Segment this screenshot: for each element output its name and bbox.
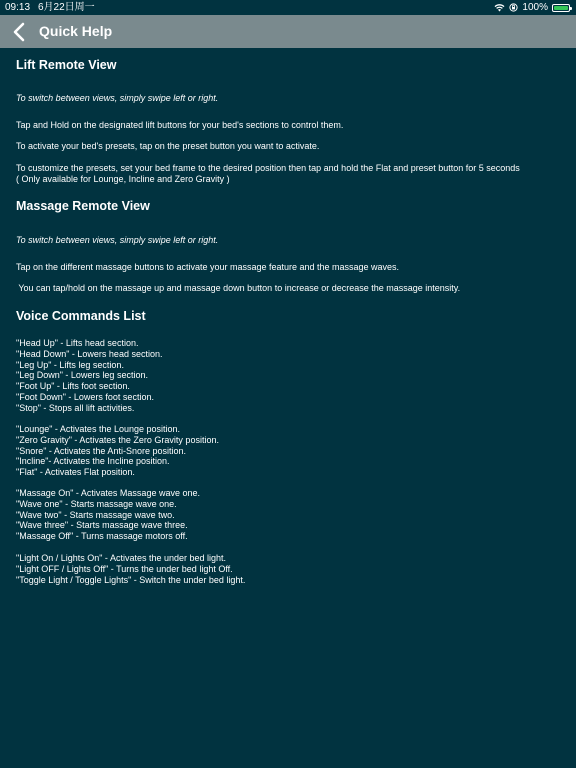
list-item: "Massage Off" - Turns massage motors off. (16, 531, 188, 542)
voice-commands-positions (16, 424, 219, 478)
list-item: "Zero Gravity" - Activates the Zero Gravity position. (16, 434, 219, 445)
list-item: "Head Down" - Lowers head section. (16, 348, 163, 359)
battery-fill (554, 6, 568, 10)
list-item: "Incline"- Activates the Incline position. (16, 456, 170, 467)
list-item: "Wave one" - Starts massage wave one. (16, 498, 177, 509)
battery-icon (552, 4, 570, 12)
status-indicators (494, 0, 570, 15)
massage-paragraph-intensity: You can tap/hold on the massage up and massage down button to increase or decrease the massage intensity. (16, 283, 461, 293)
wifi-icon (494, 3, 505, 12)
navigation-bar (0, 15, 576, 48)
lift-paragraph-presets: To activate your bed's presets, tap on the preset button you want to activate. (16, 141, 320, 151)
list-item: "Toggle Light / Toggle Lights" - Switch the under bed light. (16, 574, 246, 585)
list-item: "Wave three" - Starts massage wave three. (16, 520, 188, 531)
list-item: "Flat" - Activates Flat position. (16, 467, 135, 478)
massage-swipe-hint: To switch between views, simply swipe left or right. (16, 235, 219, 245)
list-item: "Leg Up" - Lifts leg section. (16, 359, 124, 370)
list-item: "Light OFF / Lights Off" - Turns the under bed light Off. (16, 563, 233, 574)
voice-commands-lift (16, 338, 162, 414)
page-title: Quick Help (39, 23, 113, 39)
lift-swipe-hint: To switch between views, simply swipe left or right. (16, 93, 219, 103)
voice-commands-light (16, 553, 245, 585)
list-item: "Massage On" - Activates Massage wave one. (16, 488, 200, 498)
lift-paragraph-availability: ( Only available for Lounge, Incline and Zero Gravity ) (16, 174, 230, 184)
orientation-lock-icon (509, 3, 518, 12)
list-item: "Foot Down" - Lowers foot section. (16, 391, 154, 402)
status-date: 6月22日周一 (38, 2, 95, 13)
lift-paragraph-controls: Tap and Hold on the designated lift buttons for your bed's sections to control them. (16, 120, 344, 130)
status-bar (0, 0, 576, 15)
list-item: "Wave two" - Starts massage wave two. (16, 509, 175, 520)
list-item: "Foot Up" - Lifts foot section. (16, 381, 130, 392)
list-item: "Leg Down" - Lowers leg section. (16, 370, 148, 381)
massage-paragraph-buttons: Tap on the different massage buttons to activate your massage feature and the massage waves. (16, 262, 400, 272)
voice-commands-massage (16, 488, 200, 542)
back-chevron-icon[interactable] (10, 21, 30, 43)
list-item: "Lounge" - Activates the Lounge position. (16, 424, 181, 434)
battery-percentage: 100% (522, 2, 548, 13)
massage-section-heading: Massage Remote View (16, 199, 150, 213)
list-item: "Snore" - Activates the Anti-Snore position. (16, 445, 186, 456)
lift-paragraph-customize: To customize the presets, set your bed frame to the desired position then tap and hold the Flat and preset button for 5 seconds (16, 163, 520, 173)
voice-section-heading: Voice Commands List (16, 309, 146, 323)
list-item: "Light On / Lights On" - Activates the under bed light. (16, 553, 227, 563)
list-item: "Stop" - Stops all lift activities. (16, 402, 135, 413)
lift-section-heading: Lift Remote View (16, 58, 117, 72)
list-item: "Head Up" - Lifts head section. (16, 338, 139, 348)
status-time: 09:13 (5, 2, 31, 13)
